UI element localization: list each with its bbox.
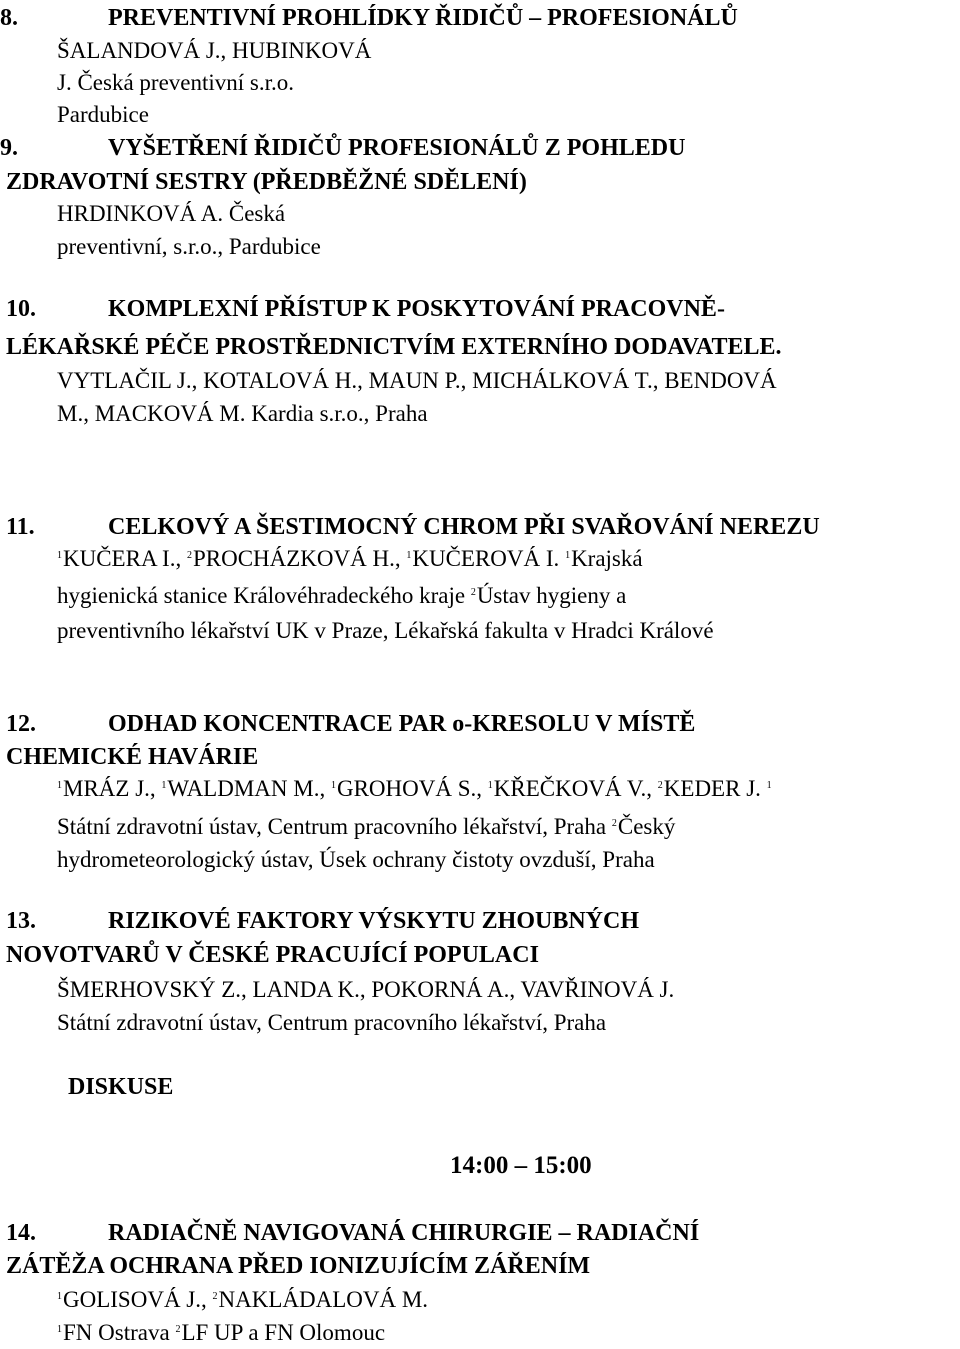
item-10-authors: VYTLAČIL J., KOTALOVÁ H., MAUN P., MICHÁLKOVÁ T., BENDOVÁ: [57, 368, 777, 393]
item-number: 13.: [6, 908, 36, 934]
item-title-line: CELKOVÝ A ŠESTIMOCNÝ CHROM PŘI SVAŘOVÁNÍ NEREZU: [108, 514, 820, 540]
item-number: 9.: [0, 135, 18, 161]
item-number: 10.: [6, 296, 36, 322]
item-12-affiliation: Státní zdravotní ústav, Centrum pracovního lékařství, Praha $^2$Český: [57, 814, 676, 839]
item-11-affiliation: preventivního lékařství UK v Praze, Lékařská fakulta v Hradci Králové: [57, 618, 714, 643]
item-number: 14.: [6, 1220, 36, 1246]
item-11-affiliation: hygienická stanice Královéhradeckého kraje $^2$Ústav hygieny a: [57, 583, 627, 608]
item-14-affiliation: $^1$FN Ostrava $^2$LF UP a FN Olomouc: [57, 1320, 386, 1345]
item-14-authors: $^1$GOLISOVÁ J., $^2$NAKLÁDALOVÁ M.: [57, 1287, 429, 1312]
item-number: 8.: [0, 5, 18, 31]
item-8-affiliation: Pardubice: [57, 102, 149, 127]
item-9-title-cont: ZDRAVOTNÍ SESTRY (PŘEDBĚŽNÉ SDĚLENÍ): [6, 169, 527, 195]
item-10-authors: M., MACKOVÁ M. Kardia s.r.o., Praha: [57, 401, 428, 426]
item-9-affiliation: preventivní, s.r.o., Pardubice: [57, 234, 321, 259]
item-13-affiliation: Státní zdravotní ústav, Centrum pracovního lékařství, Praha: [57, 1010, 607, 1035]
item-12-title-cont: CHEMICKÉ HAVÁRIE: [6, 744, 259, 770]
item-number: 11.: [6, 514, 35, 540]
item-title-line: KOMPLEXNÍ PŘÍSTUP K POSKYTOVÁNÍ PRACOVNĚ-: [108, 296, 725, 322]
item-11-authors: $^1$KUČERA I., $^2$PROCHÁZKOVÁ H., $^1$KUČEROVÁ I. $^1$Krajská: [57, 546, 643, 571]
item-8-affiliation: J. Česká preventivní s.r.o.: [57, 70, 294, 95]
item-title-line: ODHAD KONCENTRACE PAR o-KRESOLU V MÍSTĚ: [108, 711, 696, 737]
item-title-line: PREVENTIVNÍ PROHLÍDKY ŘIDIČŮ – PROFESIONÁLŮ: [108, 5, 738, 31]
item-title-line: VYŠETŘENÍ ŘIDIČŮ PROFESIONÁLŮ Z POHLEDU: [108, 135, 686, 161]
item-14-title-cont: ZÁTĚŽA OCHRANA PŘED IONIZUJÍCÍM ZÁŘENÍM: [6, 1253, 591, 1279]
item-9-authors: HRDINKOVÁ A. Česká: [57, 201, 286, 226]
item-13-authors: ŠMERHOVSKÝ Z., LANDA K., POKORNÁ A., VAVŘINOVÁ J.: [57, 977, 675, 1002]
item-8-authors: ŠALANDOVÁ J., HUBINKOVÁ: [57, 38, 372, 63]
item-number: 12.: [6, 711, 36, 737]
item-12-authors: $^1$MRÁZ J., $^1$WALDMAN M., $^1$GROHOVÁ S., $^1$KŘEČKOVÁ V., $^2$KEDER J. $^1$: [57, 776, 772, 801]
item-10-title-cont: LÉKAŘSKÉ PÉČE PROSTŘEDNICTVÍM EXTERNÍHO DODAVATELE.: [6, 334, 782, 360]
discussion-heading: DISKUSE: [68, 1074, 174, 1100]
item-13-title-cont: NOVOTVARŮ V ČESKÉ PRACUJÍCÍ POPULACI: [6, 942, 539, 968]
session-time: 14:00 – 15:00: [450, 1152, 592, 1179]
item-title-line: RADIAČNĚ NAVIGOVANÁ CHIRURGIE – RADIAČNÍ: [108, 1220, 700, 1246]
item-12-affiliation: hydrometeorologický ústav, Úsek ochrany čistoty ovzduší, Praha: [57, 847, 655, 872]
item-title-line: RIZIKOVÉ FAKTORY VÝSKYTU ZHOUBNÝCH: [108, 908, 640, 934]
